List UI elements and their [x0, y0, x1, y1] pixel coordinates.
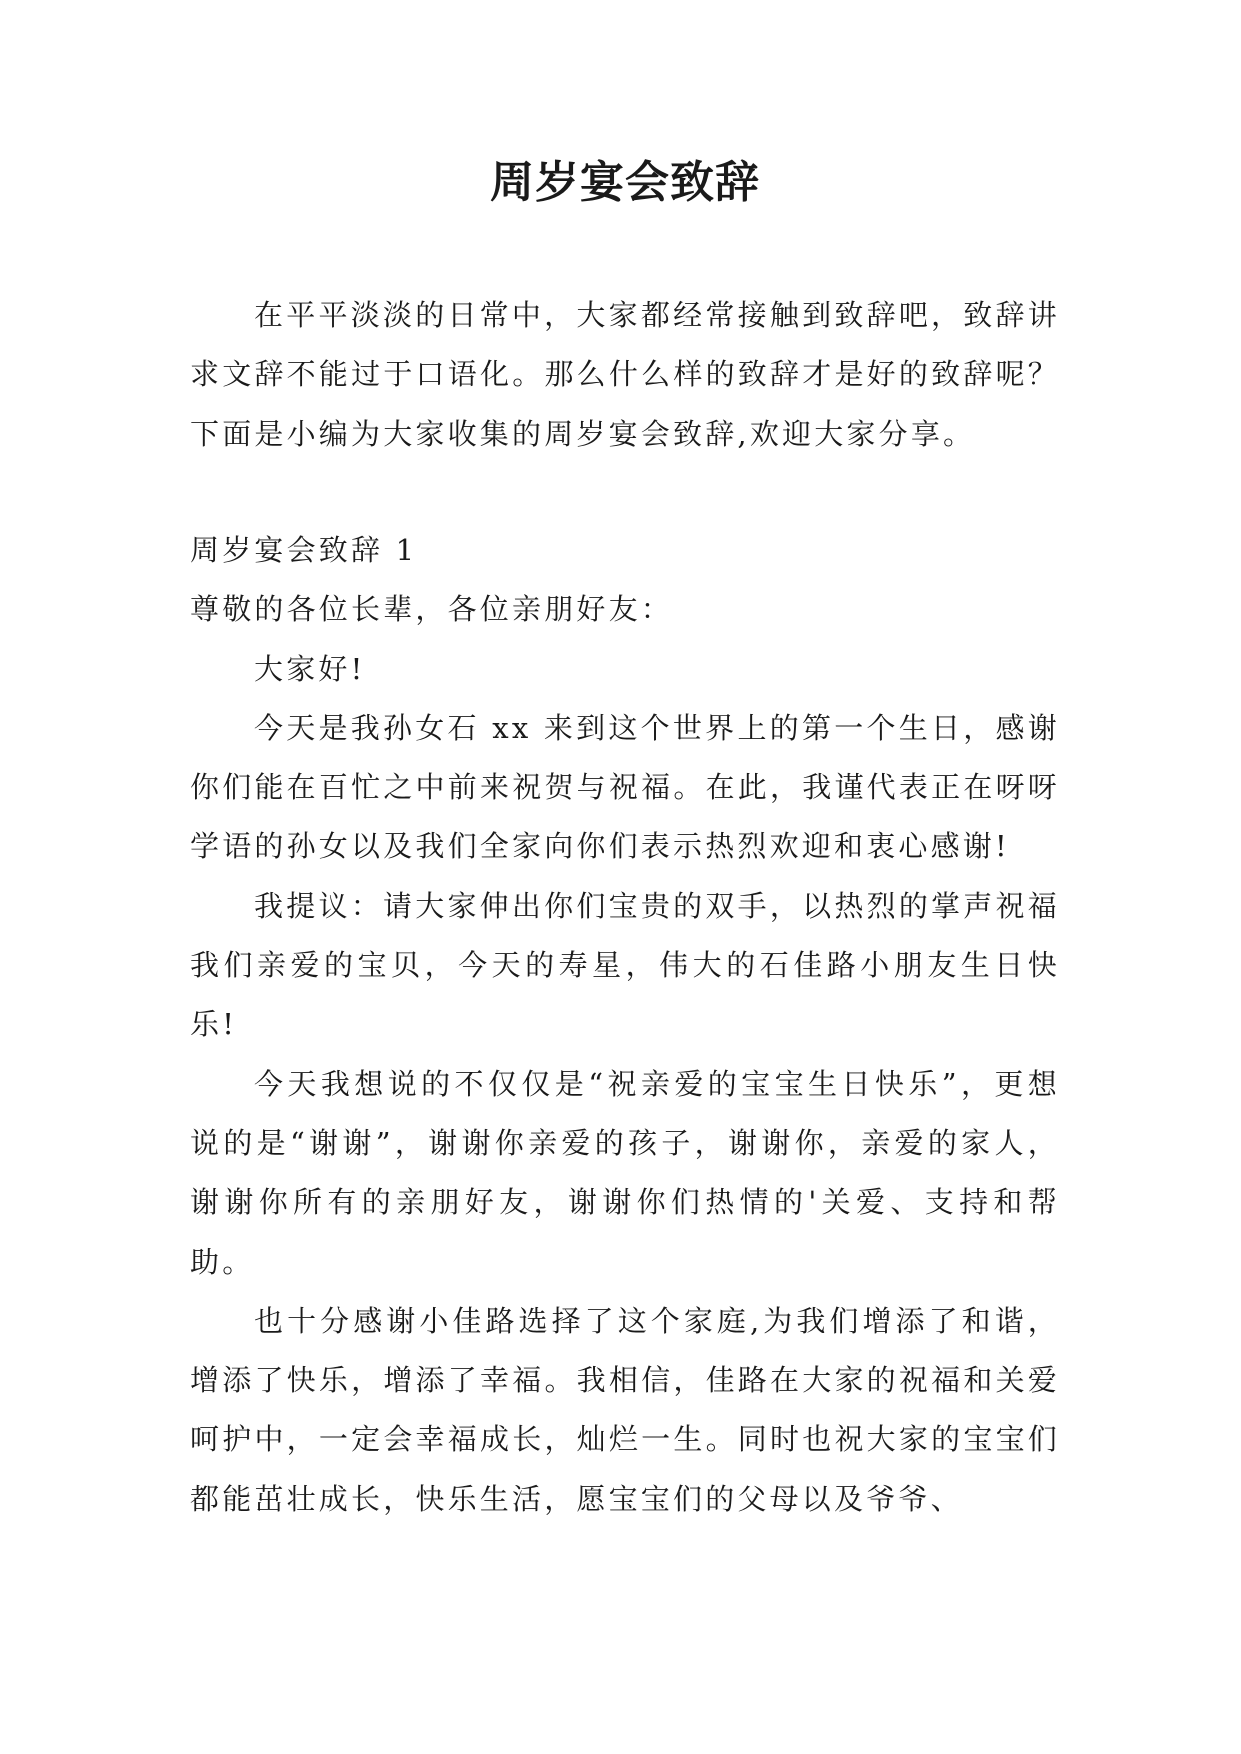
body-paragraph: 今天是我孙女石 xx 来到这个世界上的第一个生日，感谢你们能在百忙之中前来祝贺与祝福。在此，我谨代表正在呀呀学语的孙女以及我们全家向你们表示热烈欢迎和衷心感谢!	[190, 710, 1060, 864]
section-heading: 周岁宴会致辞 1	[190, 533, 418, 567]
document-page	[190, 0, 1060, 1754]
salutation: 尊敬的各位长辈，各位亲朋好友：	[190, 592, 674, 627]
document-title: 周岁宴会致辞	[490, 157, 760, 208]
body-paragraph: 也十分感谢小佳路选择了这个家庭,为我们增添了和谐，增添了快乐，增添了幸福。我相信，佳路在大家的祝福和关爱呵护中，一定会幸福成长，灿烂一生。同时也祝大家的宝宝们都能茁壮成长，快乐生活，愿宝宝们的父母以及爷爷、	[190, 1303, 1060, 1516]
speech-body	[190, 521, 1060, 1529]
greeting: 大家好!	[254, 651, 366, 686]
intro-section	[190, 286, 1060, 464]
intro-paragraph: 在平平淡淡的日常中，大家都经常接触到致辞吧，致辞讲求文辞不能过于口语化。那么什么样的致辞才是好的致辞呢？下面是小编为大家收集的周岁宴会致辞,欢迎大家分享。	[190, 298, 1060, 451]
body-paragraph: 今天我想说的不仅仅是“祝亲爱的宝宝生日快乐”，更想说的是“谢谢”，谢谢你亲爱的孩子，谢谢你，亲爱的家人，谢谢你所有的亲朋好友，谢谢你们热情的'关爱、支持和帮助。	[190, 1066, 1060, 1279]
body-paragraph: 我提议：请大家伸出你们宝贵的双手，以热烈的掌声祝福我们亲爱的宝贝，今天的寿星，伟大的石佳路小朋友生日快乐!	[190, 888, 1060, 1042]
